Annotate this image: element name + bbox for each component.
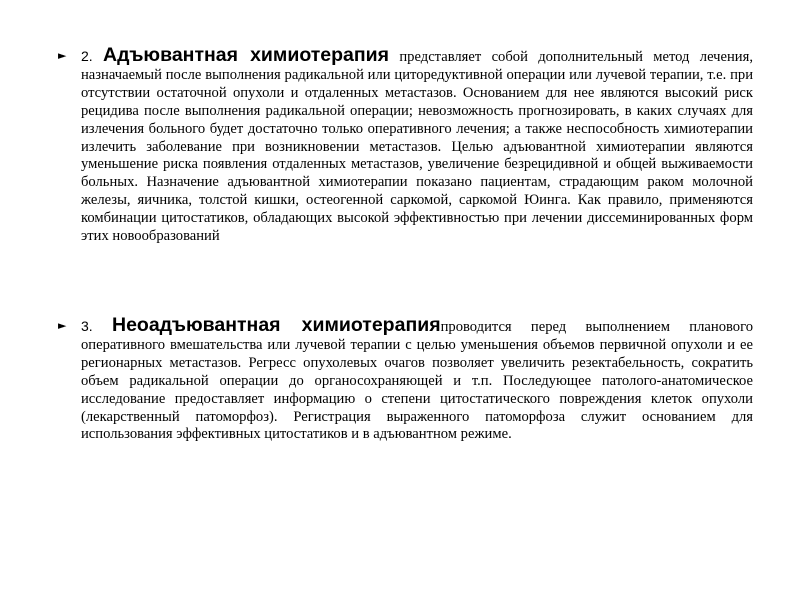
heading-neoadjuvant-chemotherapy: Неоадъювантная химиотерапия (111, 314, 441, 336)
bullet-arrow-icon: ► (58, 49, 67, 62)
paragraph-adjuvant (81, 46, 753, 246)
list-item-adjuvant-chemotherapy (58, 46, 753, 246)
item-number: 2. (81, 48, 93, 64)
paragraph-neoadjuvant (81, 316, 753, 444)
paragraph-text: проводится перед выполнением планового оперативного вмешательства или лучевой терапии с целью уменьшения объемов первичной опухоли и ее регионарных метастазов. Регресс опухолевых очагов позволяет увеличить резектабельность, сократить объем радикальной операции до органосохраняющей и т.п. Последующее патолого-анатомическое исследование предоставляет информацию о степени цитостатического повреждения клеток опухоли (лекарственный патоморфоз). Регистрация выраженного патоморфоза служит основанием для использования эффективных цитостатиков и в адъювантном режиме. (81, 319, 753, 443)
paragraph-text: представляет собой дополнительный метод лечения, назначаемый после выполнения радикальной или циторедуктивной операции или лучевой терапии, т.е. при отсутствии остаточной опухоли и отдаленных метастазов. Основанием для нее являются высокий риск рецидива после выполнения радикальной операции; невозможность прогнозировать, в каких случаях для излечения больного будет достаточно только оперативного лечения; а также неспособность химиотерапии излечить заболевание при возникновении метастазов. Целью адъювантной химиотерапии являются уменьшение риска появления отдаленных метастазов, увеличение безрецидивной и общей выживаемости больных. Назначение адъювантной химиотерапии показано пациентам, страдающим раком молочной железы, яичника, толстой кишки, остеогенной саркомой, саркомой Юинга. Как правило, применяются комбинации цитостатиков, обладающих высокой эффективностью при лечении диссеминированных форм этих новообразований (81, 49, 753, 245)
list-item-neoadjuvant-chemotherapy (58, 316, 753, 444)
item-number: 3. (81, 318, 93, 334)
heading-adjuvant-chemotherapy: Адъювантная химиотерапия (103, 44, 390, 66)
bullet-arrow-icon: ► (58, 319, 67, 332)
